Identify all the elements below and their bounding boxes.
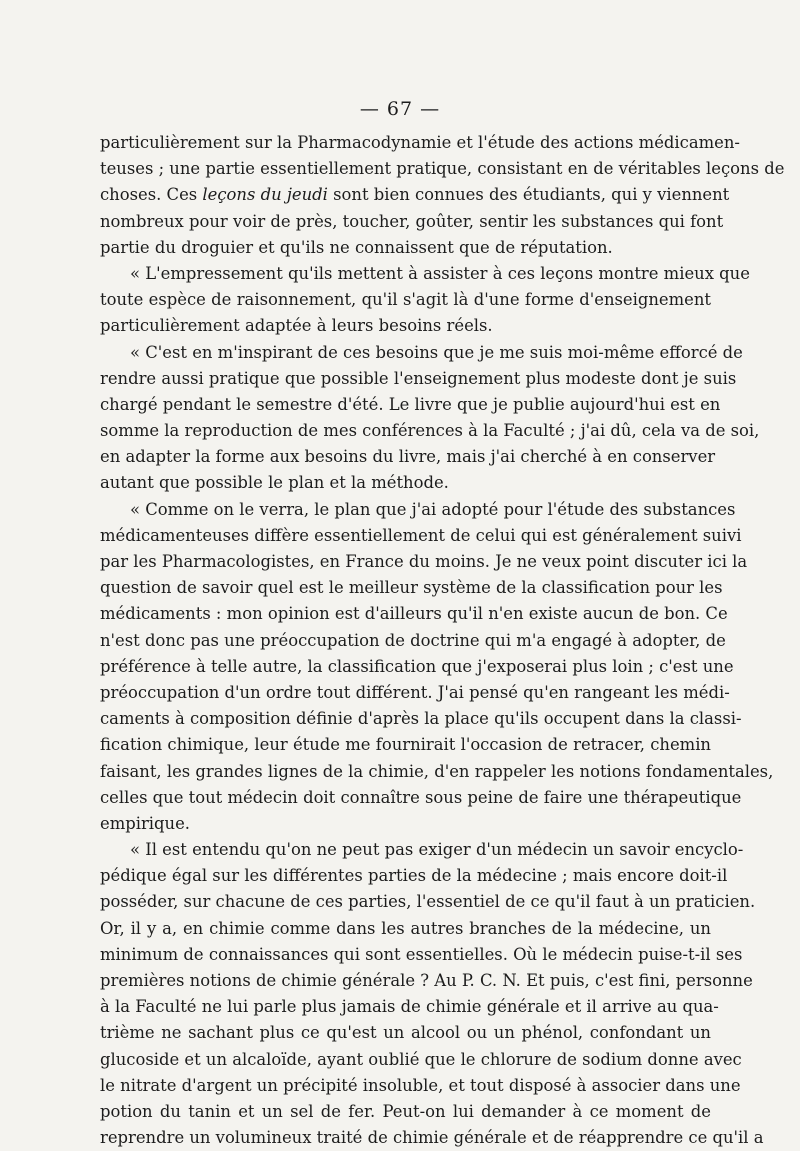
text-line: empirique. — [100, 813, 191, 833]
text-line: question de savoir quel est le meilleur système de la classification pour les — [100, 578, 723, 598]
text-line: premières notions de chimie générale ? Au P. C. N. Et puis, c'est fini, personne — [100, 971, 753, 990]
text-line: préoccupation d'un ordre tout différent. J'ai pensé qu'en rangeant les médi- — [100, 682, 730, 702]
page-number: — 67 — — [359, 98, 441, 120]
text-line: préférence à telle autre, la classification que j'exposerai plus loin ; c'est une — [100, 656, 734, 676]
text-line: « Il est entendu qu'on ne peut pas exiger d'un médecin un savoir encyclo- — [130, 840, 744, 860]
text-line: teuses ; une partie essentiellement pratique, consistant en de véritables leçons de — [100, 159, 785, 179]
text-line — [100, 182, 730, 208]
text-line: médicaments : mon opinion est d'ailleurs qu'il n'en existe aucun de bon. Ce — [100, 604, 728, 624]
italic-phrase: leçons du jeudi — [202, 185, 328, 205]
text-line: médicamenteuses diffère essentiellement de celui qui est généralement suivi — [100, 525, 742, 545]
body-text — [100, 130, 785, 1151]
text-line: celles que tout médecin doit connaître sous peine de faire une thérapeutique — [100, 787, 742, 807]
text-line: le nitrate d'argent un précipité insoluble, et tout disposé à associer dans une — [100, 1075, 741, 1095]
text-line: potion du tanin et un sel de fer. Peut-on lui demander à ce moment de — [100, 1101, 711, 1121]
text-line: chargé pendant le semestre d'été. Le livre que je publie aujourd'hui est en — [100, 394, 721, 414]
text-line: pédique égal sur les différentes parties de la médecine ; mais encore doit-il — [100, 866, 728, 886]
text-line: « Comme on le verra, le plan que j'ai adopté pour l'étude des substances — [130, 499, 736, 519]
text-line: faisant, les grandes lignes de la chimie, d'en rappeler les notions fondamentales, — [100, 761, 774, 781]
text-line: particulièrement adaptée à leurs besoins réels. — [100, 316, 493, 336]
text-line: partie du droguier et qu'ils ne connaissent que de réputation. — [100, 237, 613, 257]
text-line: particulièrement sur la Pharmacodynamie et l'étude des actions médicamen- — [100, 133, 740, 152]
text-line: fication chimique, leur étude me fournirait l'occasion de retracer, chemin — [100, 735, 711, 755]
text-line: à la Faculté ne lui parle plus jamais de chimie générale et il arrive au qua- — [100, 997, 719, 1017]
text-line: rendre aussi pratique que possible l'enseignement plus modeste dont je suis — [100, 368, 737, 388]
text-segment: choses. Ces — [100, 185, 203, 205]
text-line: autant que possible le plan et la méthode. — [100, 473, 449, 493]
text-line: par les Pharmacologistes, en France du moins. Je ne veux point discuter ici la — [100, 552, 748, 571]
text-line: « L'empressement qu'ils mettent à assister à ces leçons montre mieux que — [130, 263, 750, 283]
text-line: somme la reproduction de mes conférences à la Faculté ; j'ai dû, cela va de soi, — [100, 421, 760, 441]
text-line: nombreux pour voir de près, toucher, goûter, sentir les substances qui font — [100, 211, 724, 231]
text-line: glucoside et un alcaloïde, ayant oublié que le chlorure de sodium donne avec — [100, 1049, 742, 1069]
text-line: toute espèce de raisonnement, qu'il s'agit là d'une forme d'enseignement — [100, 290, 711, 310]
text-line: n'est donc pas une préoccupation de doctrine qui m'a engagé à adopter, de — [100, 630, 726, 650]
text-line: en adapter la forme aux besoins du livre, mais j'ai cherché à en conserver — [100, 447, 716, 467]
text-line: caments à composition définie d'après la place qu'ils occupent dans la classi- — [100, 709, 742, 729]
text-line: reprendre un volumineux traité de chimie générale et de réapprendre ce qu'il a — [100, 1128, 764, 1148]
text-line: trième ne sachant plus ce qu'est un alcool ou un phénol, confondant un — [100, 1023, 711, 1043]
text-segment: sont bien connues des étudiants, qui y viennent — [327, 185, 730, 205]
text-line: posséder, sur chacune de ces parties, l'essentiel de ce qu'il faut à un praticien. — [100, 892, 756, 912]
text-line: minimum de connaissances qui sont essentielles. Où le médecin puise-t-il ses — [100, 944, 743, 964]
text-line: Or, il y a, en chimie comme dans les autres branches de la médecine, un — [100, 918, 711, 938]
text-line: « C'est en m'inspirant de ces besoins que je me suis moi-même efforcé de — [130, 342, 743, 362]
